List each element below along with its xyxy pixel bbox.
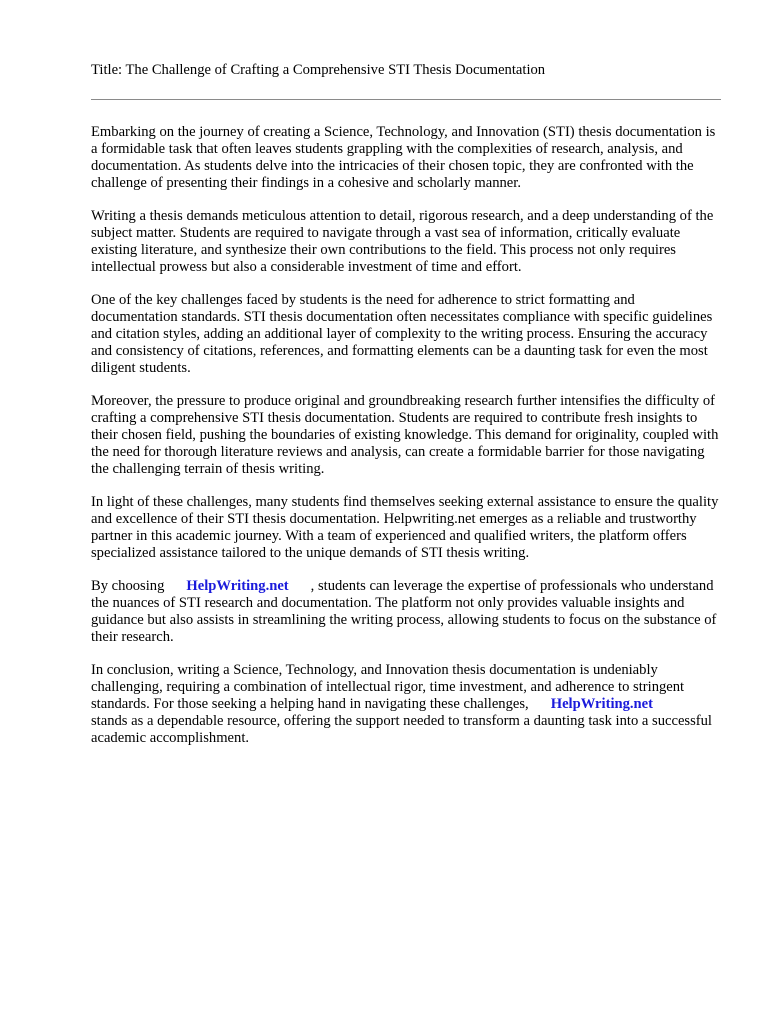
helpwriting-link[interactable]: HelpWriting.net [186, 578, 289, 594]
paragraph-7-before: In conclusion, writing a Science, Technology, and Innovation thesis documentation is undeniably challenging, requiring a combination of intellectual rigor, time investment, and adherence to stringent standards. For those seeking a helping hand in navigating these challenges, [91, 662, 685, 712]
paragraph-5: In light of these challenges, many students find themselves seeking external assistance to ensure the quality and excellence of their STI thesis documentation. Helpwriting.net emerges as a reliable and trustworthy partner in this academic journey. With a team of experienced and qualified writers, the platform offers specialized assistance tailored to the unique demands of STI thesis writing. [91, 494, 719, 561]
paragraph-2: Writing a thesis demands meticulous attention to detail, rigorous research, and a deep understanding of the subject matter. Students are required to navigate through a vast sea of information, critically evaluate existing literature, and synthesize their own contributions to the field. This process not only requires intellectual prowess but also a considerable investment of time and effort. [91, 208, 714, 275]
paragraph-4: Moreover, the pressure to produce original and groundbreaking research further intensifies the difficulty of crafting a comprehensive STI thesis documentation. Students are required to contribute fresh insights to their chosen field, pushing the boundaries of existing knowledge. This demand for originality, coupled with the need for thorough literature reviews and analysis, can create a formidable barrier for those navigating the challenging terrain of thesis writing. [91, 393, 719, 477]
paragraph-7 [91, 662, 725, 747]
paragraph-6-after: , students can leverage the expertise of professionals who understand the nuances of STI research and documentation. The platform not only provides valuable insights and guidance but also assists in streamlining the writing process, allowing students to focus on the substance of their research. [91, 578, 717, 645]
paragraph-7-after: stands as a dependable resource, offering the support needed to transform a daunting task into a successful academic accomplishment. [91, 713, 712, 746]
helpwriting-link-conclusion[interactable]: HelpWriting.net [550, 696, 654, 712]
paragraph-1: Embarking on the journey of creating a Science, Technology, and Innovation (STI) thesis documentation is a formidable task that often leaves students grappling with the complexities of research, analysis, and documentation. As students delve into the intricacies of their chosen topic, they are confronted with the challenge of presenting their findings in a cohesive and scholarly manner. [91, 124, 716, 191]
document-body [91, 124, 725, 763]
paragraph-6 [91, 578, 725, 646]
document-title: Title: The Challenge of Crafting a Comprehensive STI Thesis Documentation [91, 62, 546, 78]
paragraph-3: One of the key challenges faced by students is the need for adherence to strict formatting and documentation standards. STI thesis documentation often necessitates compliance with specific guidelines and citation styles, adding an additional layer of complexity to the writing process. Ensuring the accuracy and consistency of citations, references, and formatting elements can be a daunting task for even the most diligent students. [91, 292, 713, 376]
paragraph-6-before: By choosing [91, 578, 165, 594]
title-divider [91, 99, 721, 100]
